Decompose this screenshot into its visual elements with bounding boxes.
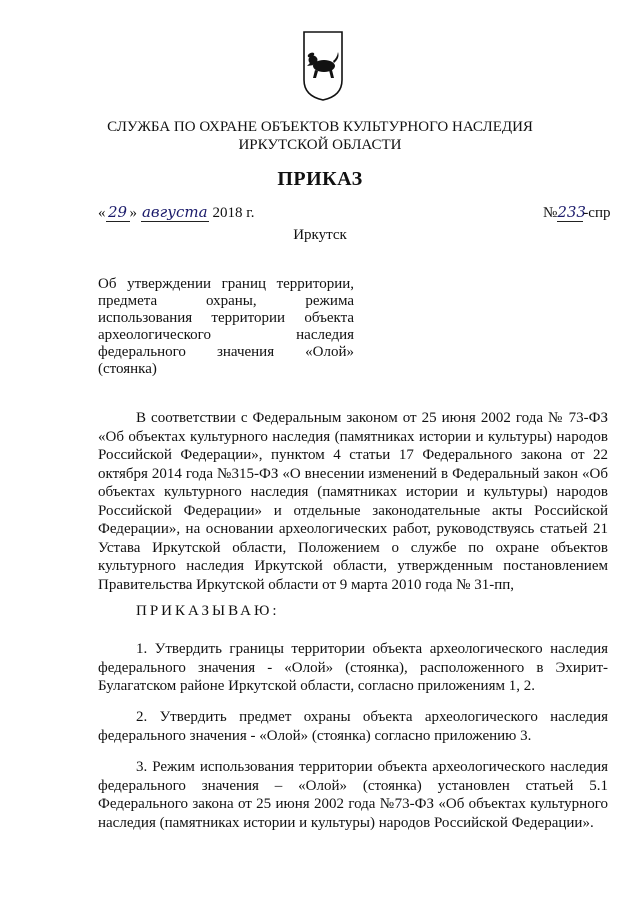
date-year: 2018 г. (212, 205, 255, 221)
organization-line-2: ИРКУТСКОЙ ОБЛАСТИ (238, 137, 402, 153)
document-title: ПРИКАЗ (277, 168, 363, 190)
organization-line-1: СЛУЖБА ПО ОХРАНЕ ОБЪЕКТОВ КУЛЬТУРНОГО НАСЛЕДИЯ (107, 119, 533, 135)
number-prefix: № (543, 205, 558, 221)
order-item-3: 3. Режим использования территории объекта археологического наследия федерального значения – «Олой» (стоянка) установлен статьей 5.1 Федерального закона от 25 июня 2002 года №73-ФЗ «Об объектах культурного наследия (памятниках истории и культуры) народов Российской Федерации». (98, 759, 608, 831)
order-directive-word: ПРИКАЗЫВАЮ: (136, 603, 280, 619)
order-date (98, 203, 254, 222)
date-month: августа (141, 203, 208, 221)
order-item-1: 1. Утвердить границы территории объекта археологического наследия федерального значения - «Олой» (стоянка), расположенного в Эхирит-Булагатском районе Иркутской области, согласно приложениям 1, 2. (98, 641, 608, 694)
date-open-quote: « (98, 205, 106, 221)
order-number (543, 203, 611, 222)
date-close-quote: » (129, 205, 137, 221)
date-day: 29 (106, 203, 130, 222)
irkutsk-coat-of-arms-icon (302, 30, 344, 102)
order-subject: Об утверждении границ территории, предмета охраны, режима использования территории объекта археологического наследия федерального значения «Олой» (стоянка) (98, 276, 354, 377)
city: Иркутск (293, 227, 347, 243)
order-item-2: 2. Утвердить предмет охраны объекта археологического наследия федерального значения - «Олой» (стоянка) согласно приложению 3. (98, 709, 608, 744)
number-value: 233 (557, 203, 586, 221)
organization-name (0, 118, 640, 154)
number-suffix: -спр (583, 205, 611, 221)
intro-paragraph: В соответствии с Федеральным законом от 25 июня 2002 года № 73-ФЗ «Об объектах культурного наследия (памятниках истории и культуры) народов Российской Федерации», пунктом 4 статьи 17 Федерального закона от 22 октября 2014 года №315-ФЗ «О внесении изменений в Федеральный закон «Об объектах культурного наследия (памятниках истории и культуры) народов Российской Федерации» и отдельные законодательные акты Российской Федерации», на основании археологических работ, руководствуясь статьей 21 Устава Иркутской области, Положением о службе по охране объектов культурного наследия Иркутской области, утвержденным постановлением Правительства Иркутской области от 9 марта 2010 года № 31-пп, (98, 410, 608, 593)
